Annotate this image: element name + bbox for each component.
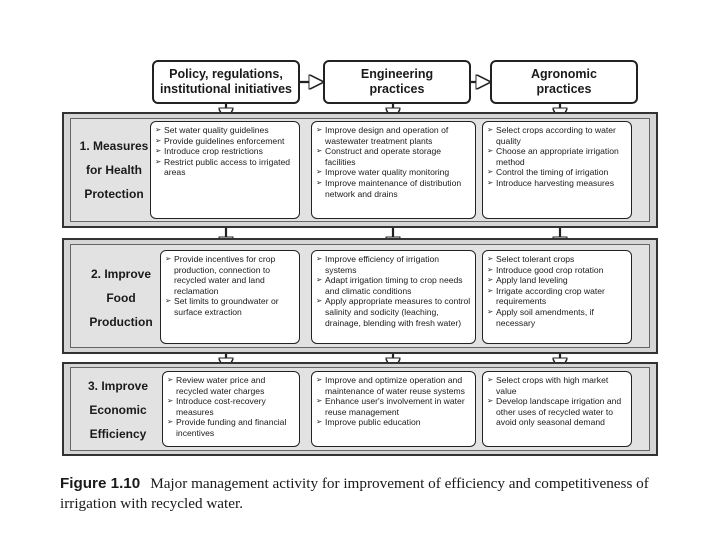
cell-economic-engineering (311, 371, 476, 447)
bullet-list (316, 125, 471, 199)
bullet-item: ➢ Improve public education (316, 417, 471, 428)
bullet-item: ➢ Improve maintenance of distribution network and drains (316, 178, 471, 199)
bullet-item: ➢ Develop landscape irrigation and other uses of recycled water to avoid only seasonal demand (487, 396, 627, 428)
bullet-item: ➢ Set limits to groundwater or surface extraction (165, 296, 295, 317)
bullet-list (487, 254, 627, 328)
bullet-list (316, 254, 471, 328)
bullet-item: ➢ Irrigate according crop water requirements (487, 286, 627, 307)
bullet-list (487, 375, 627, 428)
figure-caption-text: Major management activity for improvement of efficiency and competitiveness of irrigation with recycled water. (60, 475, 649, 512)
bullet-item: ➢ Improve design and operation of wastewater treatment plants (316, 125, 471, 146)
bullet-item: ➢ Apply appropriate measures to control salinity and sodicity (leaching, drainage, blending with fresh water) (316, 296, 471, 328)
bullet-list (487, 125, 627, 189)
bullet-item: ➢ Select crops with high market value (487, 375, 627, 396)
column-header-agronomic (490, 60, 638, 104)
bullet-item: ➢ Construct and operate storage facilities (316, 146, 471, 167)
bullet-item: ➢ Choose an appropriate irrigation method (487, 146, 627, 167)
row-title-economic: 3. Improve Economic Efficiency (87, 379, 149, 441)
column-header-label: Policy, regulations, institutional initiatives (160, 67, 292, 96)
bullet-item: ➢ Introduce good crop rotation (487, 265, 627, 276)
cell-food-agronomic (482, 250, 632, 344)
cell-health-policy (150, 121, 300, 219)
bullet-list (167, 375, 295, 439)
bullet-item: ➢ Adapt irrigation timing to crop needs and climatic conditions (316, 275, 471, 296)
bullet-item: ➢ Review water price and recycled water charges (167, 375, 295, 396)
row-title-health: 1. Measures for Health Protection (79, 139, 149, 201)
bullet-list (155, 125, 295, 178)
bullet-item: ➢ Provide funding and financial incentives (167, 417, 295, 438)
cell-economic-agronomic (482, 371, 632, 447)
figure-label: Figure 1.10 (60, 475, 141, 492)
bullet-item: ➢ Improve and optimize operation and maintenance of water reuse systems (316, 375, 471, 396)
bullet-item: ➢ Apply soil amendments, if necessary (487, 307, 627, 328)
bullet-list (316, 375, 471, 428)
column-header-engineering (323, 60, 471, 104)
bullet-item: ➢ Introduce cost-recovery measures (167, 396, 295, 417)
bullet-item: ➢ Provide guidelines enforcement (155, 136, 295, 147)
cell-food-engineering (311, 250, 476, 344)
bullet-item: ➢ Control the timing of irrigation (487, 167, 627, 178)
row-title-food: 2. Improve Food Production (89, 267, 153, 329)
bullet-item: ➢ Enhance user's involvement in water reuse management (316, 396, 471, 417)
cell-economic-policy (162, 371, 300, 447)
column-header-label: Agronomic practices (531, 67, 597, 96)
figure-caption (60, 474, 660, 514)
bullet-item: ➢ Select crops according to water quality (487, 125, 627, 146)
bullet-item: ➢ Restrict public access to irrigated areas (155, 157, 295, 178)
bullet-item: ➢ Introduce crop restrictions (155, 146, 295, 157)
bullet-item: ➢ Improve efficiency of irrigation systems (316, 254, 471, 275)
column-header-label: Engineering practices (360, 67, 434, 96)
cell-health-engineering (311, 121, 476, 219)
bullet-item: ➢ Set water quality guidelines (155, 125, 295, 136)
cell-health-agronomic (482, 121, 632, 219)
bullet-item: ➢ Provide incentives for crop production, connection to recycled water and land reclamation (165, 254, 295, 296)
bullet-item: ➢ Select tolerant crops (487, 254, 627, 265)
bullet-item: ➢ Apply land leveling (487, 275, 627, 286)
cell-food-policy (160, 250, 300, 344)
bullet-item: ➢ Improve water quality monitoring (316, 167, 471, 178)
bullet-list (165, 254, 295, 318)
bullet-item: ➢ Introduce harvesting measures (487, 178, 627, 189)
column-header-policy (152, 60, 300, 104)
